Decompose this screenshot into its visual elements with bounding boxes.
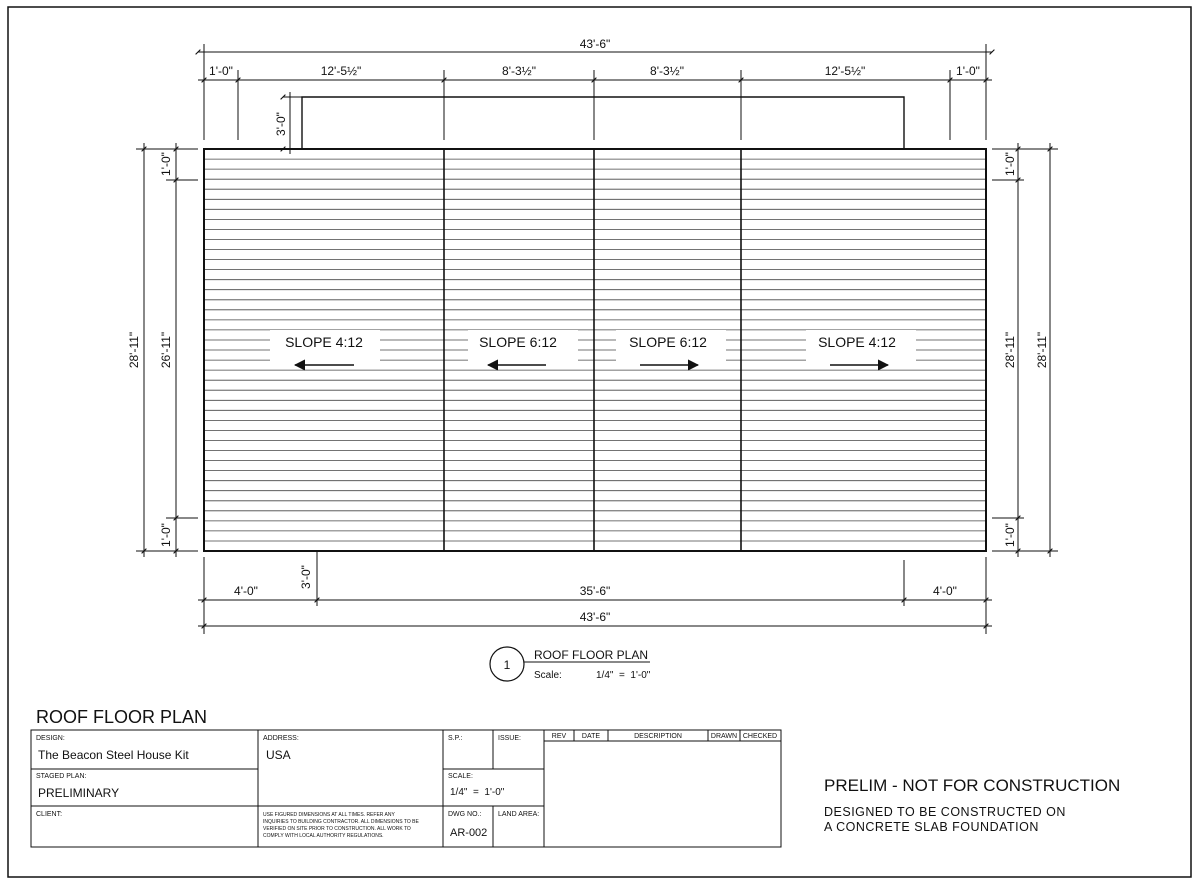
caption-number: 1 xyxy=(503,658,511,672)
notice-line-1: DESIGNED TO BE CONSTRUCTED ON xyxy=(824,805,1066,819)
rev-header-drawn: DRAWN xyxy=(710,733,738,740)
sheet-border xyxy=(8,7,1191,877)
scale-value: 1/4" = 1'-0" xyxy=(450,787,505,798)
sheet-title: ROOF FLOOR PLAN xyxy=(36,707,208,727)
dim-left-inner: 26'-11" xyxy=(159,331,173,369)
dim-bottom-projection: 3'-0" xyxy=(299,565,313,589)
rev-header-checked: CHECKED xyxy=(742,733,778,740)
dim-top-seg-5: 12'-5½" xyxy=(824,64,866,78)
dim-right-top-offset: 1'-0" xyxy=(1003,152,1017,176)
slope-label-3: SLOPE 6:12 xyxy=(629,334,707,350)
roof-plan xyxy=(204,97,986,551)
rev-header-rev: REV xyxy=(551,733,567,740)
notes-line-3: VERIFIED ON SITE PRIOR TO CONSTRUCTION. ALL WORK TO xyxy=(263,826,411,832)
scale-label: SCALE: xyxy=(448,773,473,780)
dwg-no-label: DWG NO.: xyxy=(448,811,482,818)
dim-bottom-right: 4'-0" xyxy=(933,584,957,598)
dim-top-overall: 43'-6" xyxy=(579,37,611,51)
rev-header-date: DATE xyxy=(581,733,601,740)
land-area-label: LAND AREA: xyxy=(498,811,540,818)
dim-right-bottom-offset: 1'-0" xyxy=(1003,523,1017,547)
dim-left-top-offset: 1'-0" xyxy=(159,152,173,176)
dim-top-seg-3: 8'-3½" xyxy=(502,64,536,78)
dim-top-seg-1: 1'-0" xyxy=(209,64,233,78)
notice-line-2: A CONCRETE SLAB FOUNDATION xyxy=(824,820,1039,834)
dim-top-seg-6: 1'-0" xyxy=(956,64,980,78)
slope-annotations xyxy=(270,330,916,368)
caption-title: ROOF FLOOR PLAN xyxy=(534,648,649,662)
dim-bottom-overall: 43'-6" xyxy=(579,610,611,624)
notice-headline: PRELIM - NOT FOR CONSTRUCTION xyxy=(824,776,1121,795)
notes-line-4: COMPLY WITH LOCAL AUTHORITY REGULATIONS. xyxy=(263,833,384,839)
slope-label-4: SLOPE 4:12 xyxy=(818,334,896,350)
slope-label-2: SLOPE 6:12 xyxy=(479,334,557,350)
address-label: ADDRESS: xyxy=(263,735,299,742)
dim-top-seg-4: 8'-3½" xyxy=(650,64,684,78)
rev-header-description: DESCRIPTION xyxy=(634,733,682,740)
address-value: USA xyxy=(266,748,291,762)
design-label: DESIGN: xyxy=(36,735,65,742)
notes-line-1: USE FIGURED DIMENSIONS AT ALL TIMES. REFER ANY xyxy=(263,812,395,818)
plan-caption xyxy=(490,647,651,681)
design-value: The Beacon Steel House Kit xyxy=(38,748,189,762)
dim-top-projection: 3'-0" xyxy=(274,112,288,136)
dim-top-seg-2: 12'-5½" xyxy=(320,64,362,78)
top-dimensions xyxy=(198,44,992,154)
caption-scale-value: 1/4" = 1'-0" xyxy=(596,670,651,681)
staged-plan-label: STAGED PLAN: xyxy=(36,773,87,780)
dim-bottom-middle: 35'-6" xyxy=(579,584,611,598)
dim-left-bottom-offset: 1'-0" xyxy=(159,523,173,547)
slope-label-1: SLOPE 4:12 xyxy=(285,334,363,350)
issue-label: ISSUE: xyxy=(498,735,521,742)
caption-scale-label: Scale: xyxy=(534,670,562,681)
top-projection xyxy=(302,97,904,149)
dim-left-outer: 28'-11" xyxy=(127,331,141,369)
dim-bottom-left: 4'-0" xyxy=(234,584,258,598)
dim-right-inner: 28'-11" xyxy=(1003,331,1017,369)
dim-right-outer: 28'-11" xyxy=(1035,331,1049,369)
client-label: CLIENT: xyxy=(36,811,63,818)
dwg-no-value: AR-002 xyxy=(450,827,488,839)
sp-label: S.P.: xyxy=(448,735,463,742)
notes-line-2: INQUIRIES TO BUILDING CONTRACTOR. ALL DIMENSIONS TO BE xyxy=(263,819,419,825)
staged-plan-value: PRELIMINARY xyxy=(38,786,120,800)
